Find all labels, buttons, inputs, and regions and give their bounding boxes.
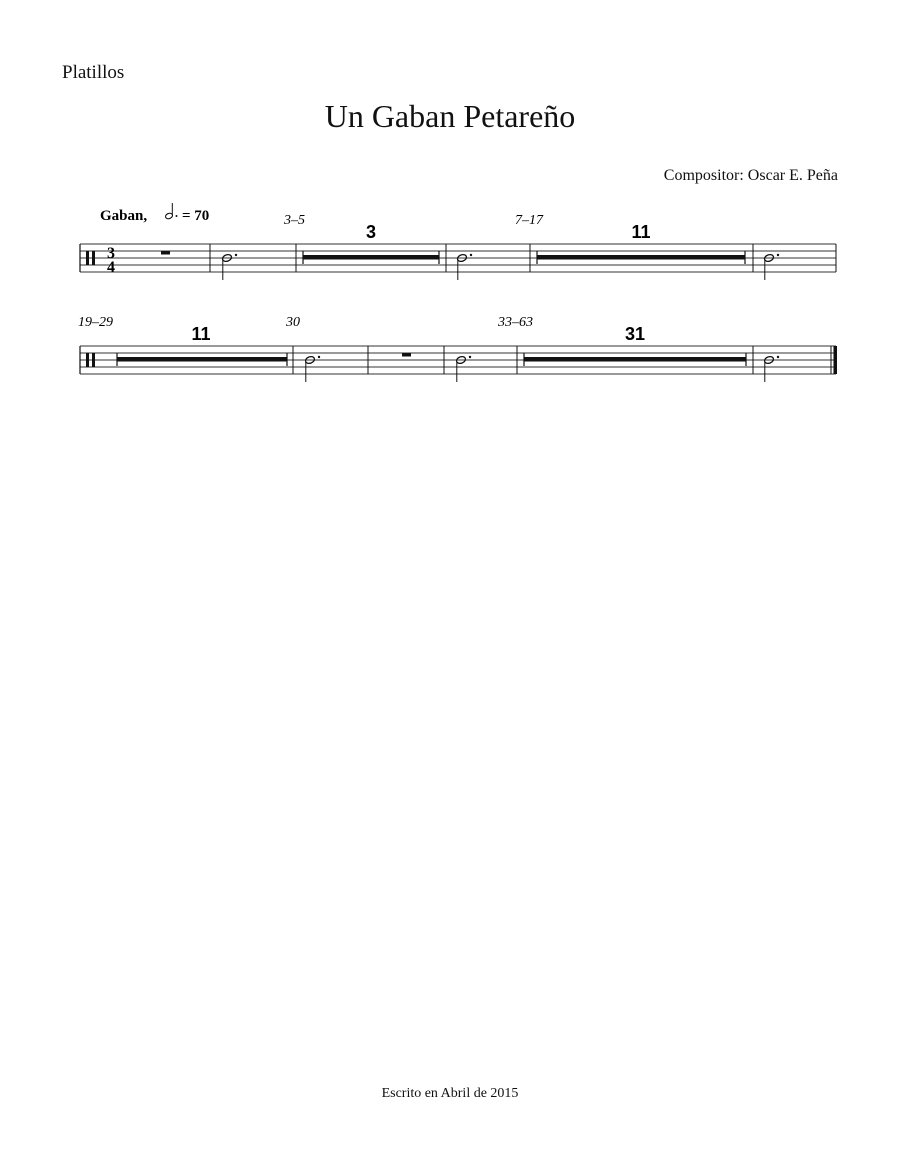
measure-range: 33–63: [498, 315, 533, 330]
dotted-half-note-icon: [456, 355, 472, 382]
tempo-value: = 70: [182, 208, 210, 224]
multimeasure-rest: [117, 353, 287, 366]
multimeasure-rest: [303, 251, 439, 264]
footer-note: Escrito en Abril de 2015: [381, 1086, 519, 1101]
multirest-count: 31: [624, 324, 646, 344]
multirest-count: 3: [365, 222, 377, 242]
tempo-marking: Gaban,: [100, 208, 148, 224]
multimeasure-rest: [524, 353, 746, 366]
composer-credit: Compositor: Oscar E. Peña: [663, 167, 838, 184]
whole-rest-icon: [402, 353, 411, 357]
measure-range: 7–17: [515, 213, 543, 228]
dotted-half-note-icon: [305, 355, 321, 382]
measure-range: 30: [286, 315, 300, 330]
dotted-half-note-icon: [764, 355, 780, 382]
instrument-name: Platillos: [62, 62, 125, 83]
measure-range: 19–29: [78, 315, 113, 330]
dotted-half-note-icon: [457, 253, 473, 280]
score-staves: [0, 0, 900, 400]
system-2: [78, 315, 837, 382]
time-signature-top: 3: [107, 245, 115, 262]
dotted-half-note-icon: [764, 253, 780, 280]
piece-title: Un Gaban Petareño: [324, 98, 576, 134]
measure-range: 3–5: [284, 213, 305, 228]
dotted-half-note-icon: [222, 253, 238, 280]
multirest-count: 11: [631, 222, 651, 242]
whole-rest-icon: [161, 251, 170, 255]
multirest-count: 11: [191, 324, 211, 344]
system-1: [80, 203, 836, 280]
time-signature-bottom: 4: [107, 259, 115, 276]
multimeasure-rest: [537, 251, 745, 264]
dotted-half-note-icon: [165, 203, 178, 220]
